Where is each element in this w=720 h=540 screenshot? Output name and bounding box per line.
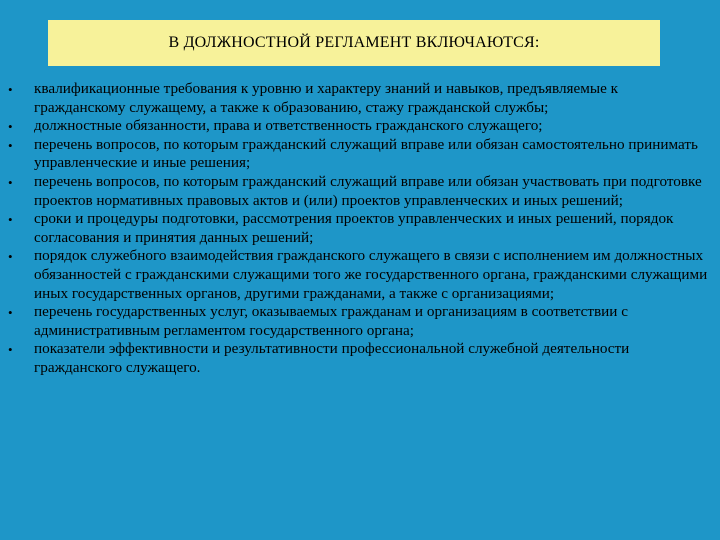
list-item: [8, 80, 708, 117]
list-item-text: перечень государственных услуг, оказываемых гражданам и организациям в соответствии с административным регламентом государственного органа;: [34, 303, 628, 339]
list-item: [8, 303, 708, 340]
bullet-list: [8, 80, 708, 378]
list-item-text: порядок служебного взаимодействия гражданского служащего в связи с исполнением им должностных обязанностей с гражданскими служащими того же государственного органа, гражданскими служащими иных государственных органов, другими гражданами, а также с организациями;: [34, 247, 708, 302]
list-item: [8, 117, 708, 136]
list-item: [8, 247, 708, 303]
list-item-text: квалификационные требования к уровню и характеру знаний и навыков, предъявляемые к гражданскому служащему, а также к образованию, стажу гражданской службы;: [34, 80, 619, 116]
bullet-icon: •: [8, 212, 13, 228]
bullet-icon: •: [8, 342, 13, 358]
list-item-text: показатели эффективности и результативности профессиональной служебной деятельности гражданского служащего.: [34, 340, 630, 376]
bullet-icon: •: [8, 174, 13, 190]
bullet-icon: •: [8, 305, 13, 321]
list-item: [8, 340, 708, 377]
list-item: [8, 210, 708, 247]
bullet-icon: •: [8, 137, 13, 153]
list-item: [8, 173, 708, 210]
list-item-text: перечень вопросов, по которым гражданский служащий вправе или обязан участвовать при подготовке проектов нормативных правовых актов и (или) проектов управленческих и иных решений;: [34, 172, 702, 209]
list-item: [8, 136, 708, 173]
list-item-text: перечень вопросов, по которым гражданский служащий вправе или обязан самостоятельно принимать управленческие и иные решения;: [34, 135, 698, 172]
title-box: [48, 20, 660, 66]
page-title: В ДОЛЖНОСТНОЙ РЕГЛАМЕНТ ВКЛЮЧАЮТСЯ:: [168, 34, 540, 51]
list-item-text: должностные обязанности, права и ответственность гражданского служащего;: [34, 117, 543, 135]
list-item-text: сроки и процедуры подготовки, рассмотрения проектов управленческих и иных решений, порядок согласования и принятия данных решений;: [34, 210, 674, 246]
bullet-icon: •: [8, 249, 13, 265]
bullet-icon: •: [8, 119, 13, 135]
bullet-icon: •: [8, 82, 13, 97]
